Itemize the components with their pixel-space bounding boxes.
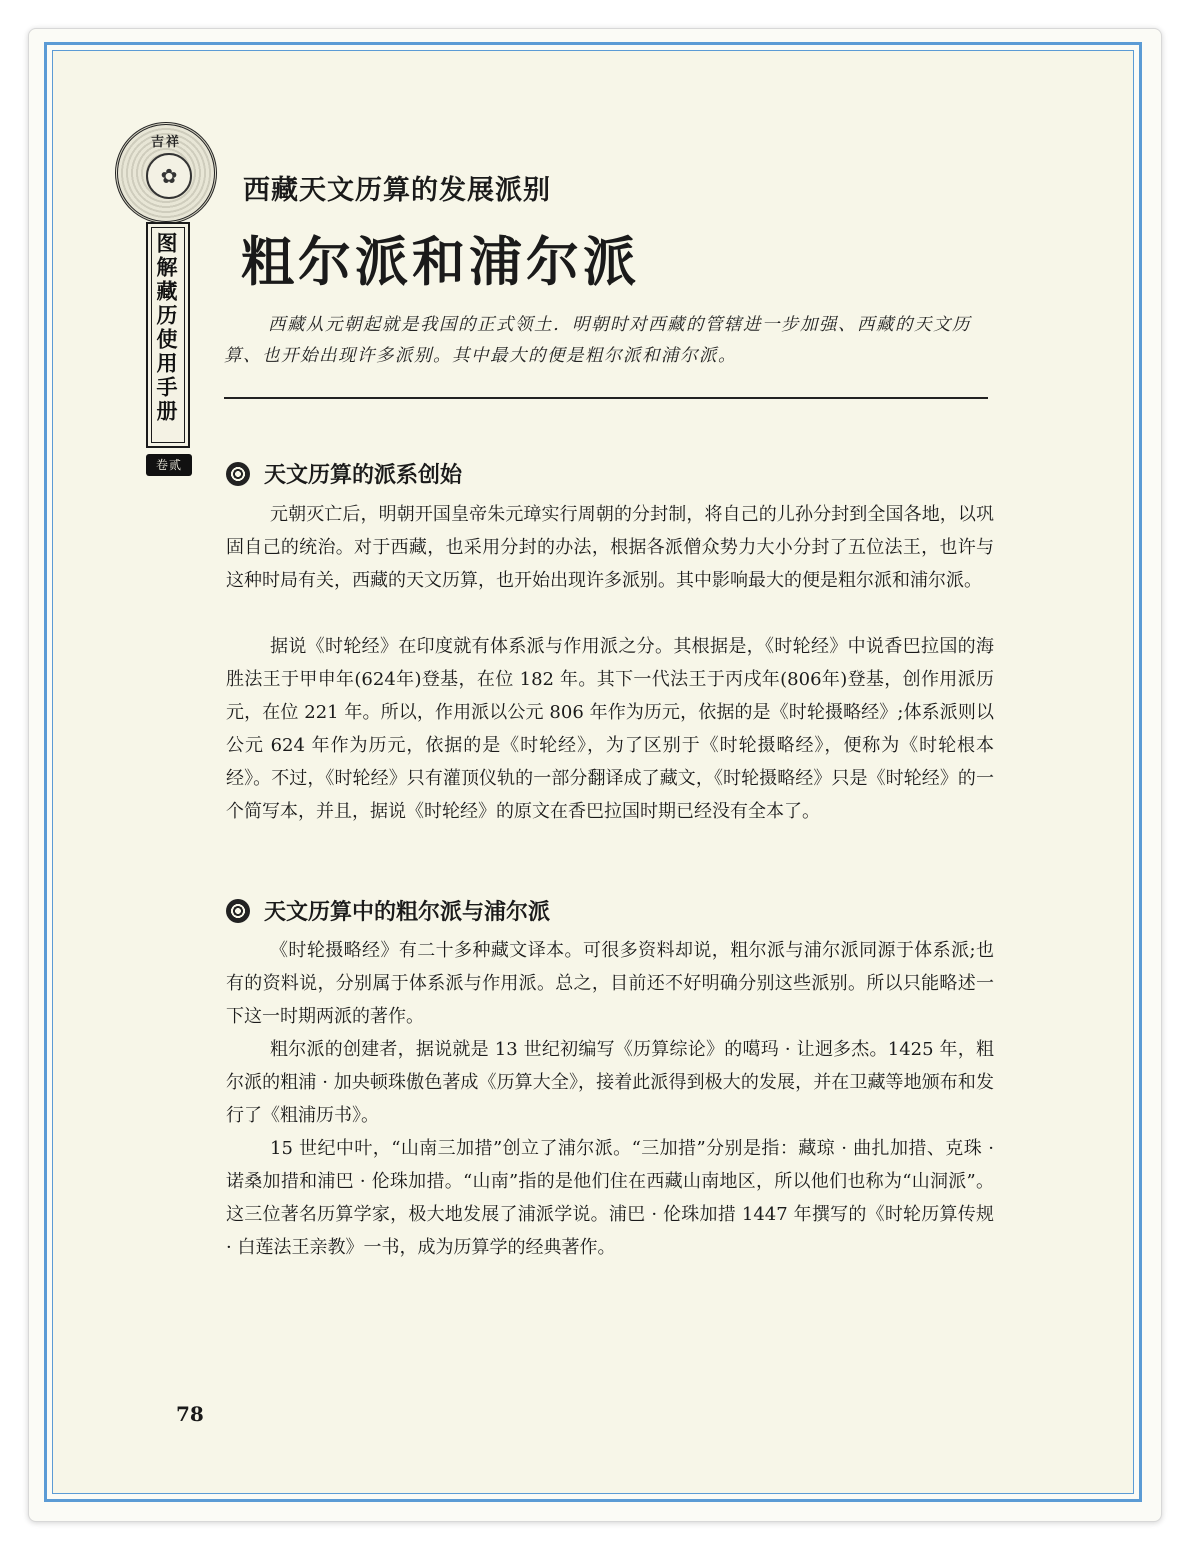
category-heading: 西藏天文历算的发展派别 [243, 175, 551, 206]
vertical-book-title [146, 222, 190, 448]
emblem-text: 吉祥 [150, 135, 181, 150]
emblem-seal [115, 122, 217, 224]
lotus-icon: ✿ [160, 164, 178, 188]
dharma-wheel-icon [226, 462, 250, 486]
emblem-center-ring [146, 153, 192, 199]
section-heading-1 [226, 458, 462, 489]
section-heading-2 [226, 895, 550, 926]
paragraph: 《时轮摄略经》有二十多种藏文译本。可很多资料却说，粗尔派与浦尔派同源于体系派;也有的资料说，分别属于体系派与作用派。总之，目前还不好明确分别这些派别。所以只能略述一下这一时期两派的著作。 [226, 940, 994, 1027]
paragraph: 据说《时轮经》在印度就有体系派与作用派之分。其根据是，《时轮经》中说香巴拉国的海胜法王于甲申年(624年)登基，在位 182 年。其下一代法王于丙戌年(806年)登基，创作用派历元，在位 221 年。所以，作用派以公元 806 年作为历元，依据的是《时轮摄略经》;体系派则以公元 624 年作为历元，依据的是《时轮经》，为了区别于《时轮摄略经》，便称为《时轮根本经》。不过，《时轮经》只有灌顶仪轨的一部分翻译成了藏文，《时轮摄略经》只是《时轮经》的一个简写本，并且，据说《时轮经》的原文在香巴拉国时期已经没有全本了。 [226, 636, 994, 822]
page-number: 78 [176, 1402, 204, 1426]
page-title: 粗尔派和浦尔派 [241, 231, 640, 293]
section-heading-text: 天文历算中的粗尔派与浦尔派 [264, 899, 551, 925]
paragraph: 元朝灭亡后，明朝开国皇帝朱元璋实行周朝的分封制，将自己的儿孙分封到全国各地，以巩固自己的统治。对于西藏，也采用分封的办法，根据各派僧众势力大小分封了五位法王，也许与这种时局有关，西藏的天文历算，也开始出现许多派别。其中影响最大的便是粗尔派和浦尔派。 [226, 504, 994, 591]
dharma-wheel-icon [226, 899, 250, 923]
book-title-text: 图解藏历使用手册 [154, 232, 179, 424]
paragraph: 粗尔派的创建者，据说就是 13 世纪初编写《历算综论》的噶玛 · 让迥多杰。1425 年，粗尔派的粗浦 · 加央顿珠傲色著成《历算大全》，接着此派得到极大的发展，并在卫藏等地颁布和发行了《粗浦历书》。 [226, 1039, 994, 1126]
paragraph: 15 世纪中叶，“山南三加措”创立了浦尔派。“三加措”分别是指：藏琼 · 曲扎加措、克珠 · 诺桑加措和浦巴 · 伦珠加措。“山南”指的是他们住在西藏山南地区，所以他们也称为“山洞派”。这三位著名历算学家，极大地发展了浦派学说。浦巴 · 伦珠加措 1447 年撰写的《时轮历算传规 · 白莲法王亲教》一书，成为历算学的经典著作。 [226, 1138, 994, 1258]
intro-paragraph: 西藏从元朝起就是我国的正式领土．明朝时对西藏的管辖进一步加强、西藏的天文历算、也开始出现许多派别。其中最大的便是粗尔派和浦尔派。 [224, 315, 971, 366]
section-heading-text: 天文历算的派系创始 [264, 462, 463, 488]
chapter-tag: 卷贰 [146, 454, 192, 476]
divider [224, 397, 988, 399]
